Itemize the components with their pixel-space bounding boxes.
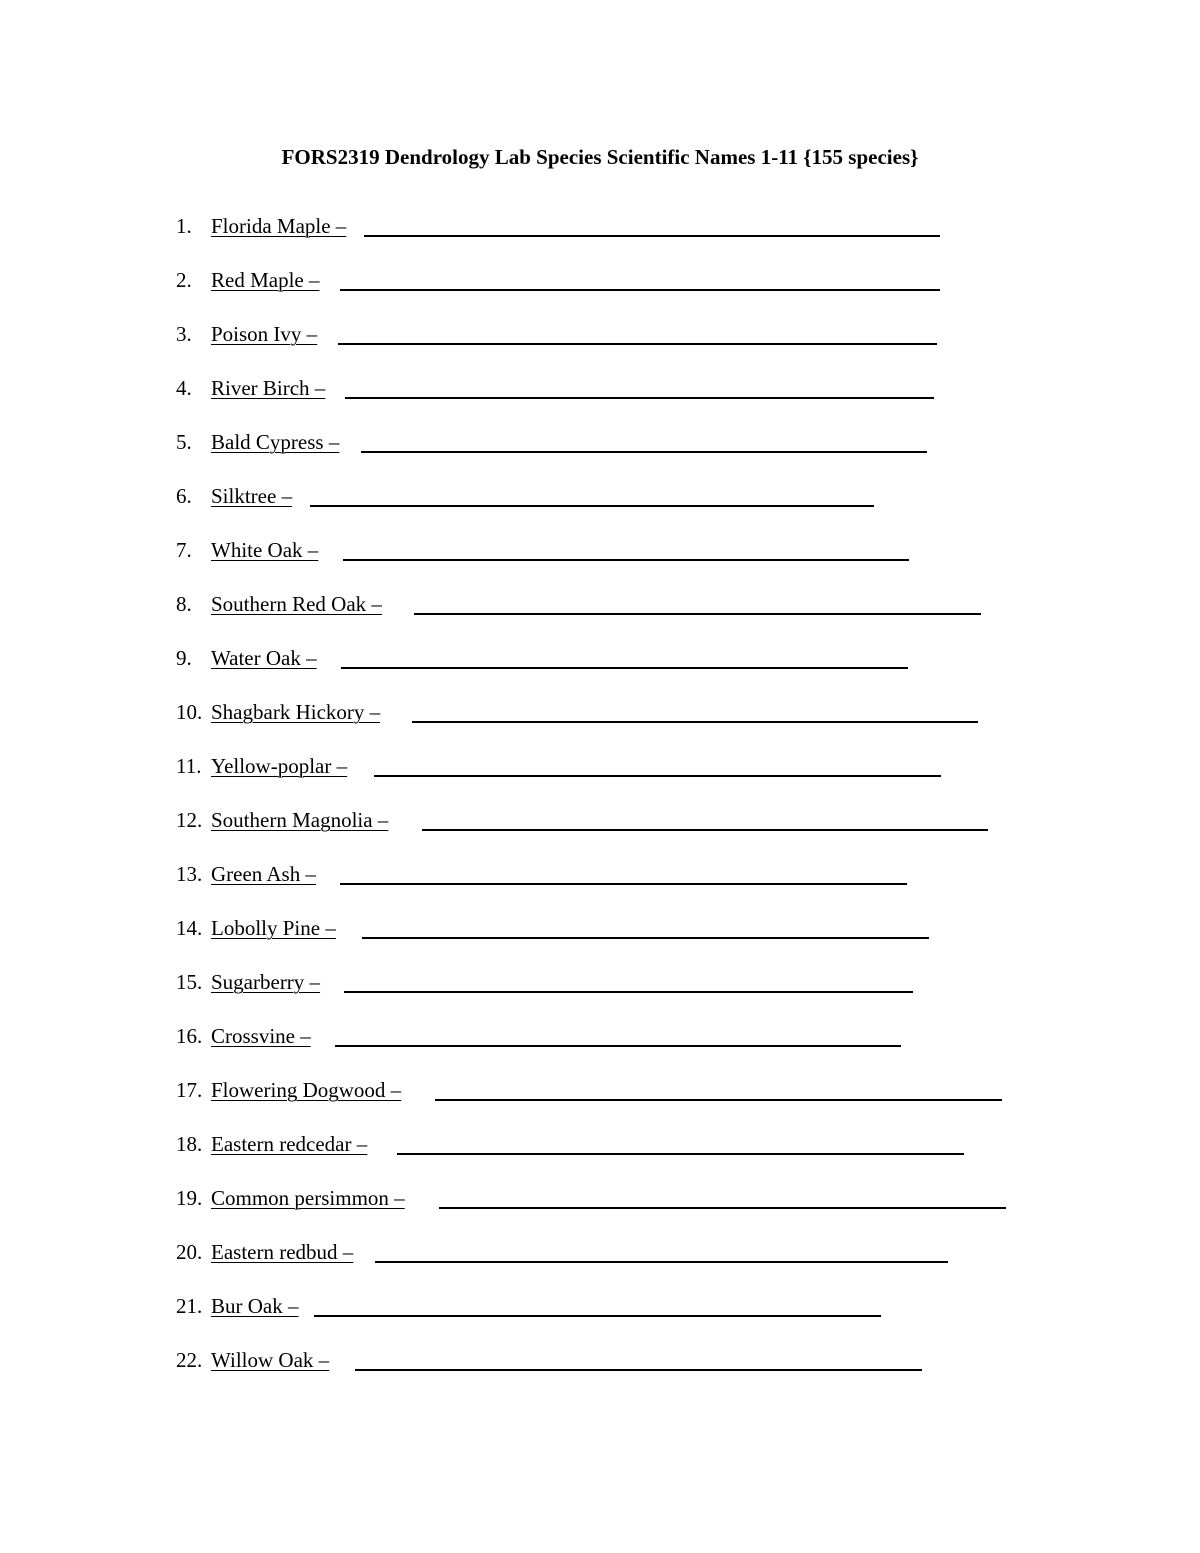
- item-number: 16.: [176, 1024, 203, 1048]
- item-label: Poison Ivy –: [211, 322, 318, 346]
- answer-blank[interactable]: [355, 1369, 922, 1371]
- list-item: [176, 319, 317, 349]
- answer-blank[interactable]: [344, 991, 913, 993]
- item-number: 6.: [176, 484, 192, 508]
- answer-blank[interactable]: [335, 1045, 901, 1047]
- answer-blank[interactable]: [374, 775, 941, 777]
- list-item: [176, 1237, 353, 1267]
- list-item: [176, 913, 336, 943]
- answer-blank[interactable]: [362, 937, 929, 939]
- list-item: [176, 1345, 329, 1375]
- answer-blank[interactable]: [314, 1315, 881, 1317]
- list-item: [176, 1291, 299, 1321]
- item-label: Common persimmon –: [211, 1186, 405, 1210]
- list-item: [176, 697, 380, 727]
- item-label: Crossvine –: [211, 1024, 311, 1048]
- answer-blank[interactable]: [397, 1153, 964, 1155]
- item-number: 8.: [176, 592, 192, 616]
- list-item: [176, 1129, 367, 1159]
- item-label: Southern Red Oak –: [211, 592, 382, 616]
- list-item: [176, 967, 320, 997]
- item-label: Bald Cypress –: [211, 430, 340, 454]
- item-label: Willow Oak –: [211, 1348, 330, 1372]
- item-label: Eastern redbud –: [211, 1240, 354, 1264]
- answer-blank[interactable]: [422, 829, 988, 831]
- item-number: 5.: [176, 430, 192, 454]
- answer-blank[interactable]: [310, 505, 874, 507]
- item-label: Water Oak –: [211, 646, 317, 670]
- list-item: [176, 211, 346, 241]
- answer-blank[interactable]: [412, 721, 978, 723]
- item-label: Red Maple –: [211, 268, 320, 292]
- item-number: 4.: [176, 376, 192, 400]
- item-label: Yellow-poplar –: [211, 754, 348, 778]
- item-number: 7.: [176, 538, 192, 562]
- item-number: 22.: [176, 1348, 203, 1372]
- item-number: 1.: [176, 214, 192, 238]
- item-number: 20.: [176, 1240, 203, 1264]
- answer-blank[interactable]: [435, 1099, 1002, 1101]
- answer-blank[interactable]: [439, 1207, 1006, 1209]
- answer-blank[interactable]: [343, 559, 909, 561]
- item-number: 13.: [176, 862, 203, 886]
- list-item: [176, 1075, 401, 1105]
- list-item: [176, 481, 292, 511]
- answer-blank[interactable]: [345, 397, 934, 399]
- list-item: [176, 373, 325, 403]
- answer-blank[interactable]: [361, 451, 927, 453]
- item-label: Bur Oak –: [211, 1294, 299, 1318]
- item-number: 14.: [176, 916, 203, 940]
- item-label: Eastern redcedar –: [211, 1132, 368, 1156]
- item-label: Southern Magnolia –: [211, 808, 389, 832]
- list-item: [176, 535, 318, 565]
- answer-blank[interactable]: [341, 667, 908, 669]
- list-item: [176, 643, 317, 673]
- item-label: Florida Maple –: [211, 214, 347, 238]
- item-number: 11.: [176, 754, 202, 778]
- item-label: Sugarberry –: [211, 970, 321, 994]
- answer-blank[interactable]: [364, 235, 940, 237]
- answer-blank[interactable]: [414, 613, 981, 615]
- list-item: [176, 859, 316, 889]
- page-title: FORS2319 Dendrology Lab Species Scientific Names 1-11 {155 species}: [281, 145, 919, 169]
- item-number: 10.: [176, 700, 203, 724]
- answer-blank[interactable]: [340, 289, 940, 291]
- item-number: 3.: [176, 322, 192, 346]
- item-number: 15.: [176, 970, 203, 994]
- item-number: 18.: [176, 1132, 203, 1156]
- item-label: Flowering Dogwood –: [211, 1078, 402, 1102]
- list-item: [176, 751, 347, 781]
- item-label: Shagbark Hickory –: [211, 700, 381, 724]
- list-item: [176, 1021, 311, 1051]
- list-item: [176, 805, 388, 835]
- item-number: 9.: [176, 646, 192, 670]
- list-item: [176, 1183, 405, 1213]
- item-number: 2.: [176, 268, 192, 292]
- item-number: 12.: [176, 808, 203, 832]
- list-item: [176, 265, 319, 295]
- answer-blank[interactable]: [338, 343, 937, 345]
- item-label: White Oak –: [211, 538, 319, 562]
- answer-blank[interactable]: [375, 1261, 948, 1263]
- list-item: [176, 427, 339, 457]
- item-number: 19.: [176, 1186, 203, 1210]
- item-label: Lobolly Pine –: [211, 916, 336, 940]
- item-label: Silktree –: [211, 484, 293, 508]
- item-number: 17.: [176, 1078, 203, 1102]
- item-number: 21.: [176, 1294, 203, 1318]
- list-item: [176, 589, 382, 619]
- answer-blank[interactable]: [340, 883, 907, 885]
- item-label: Green Ash –: [211, 862, 316, 886]
- item-label: River Birch –: [211, 376, 326, 400]
